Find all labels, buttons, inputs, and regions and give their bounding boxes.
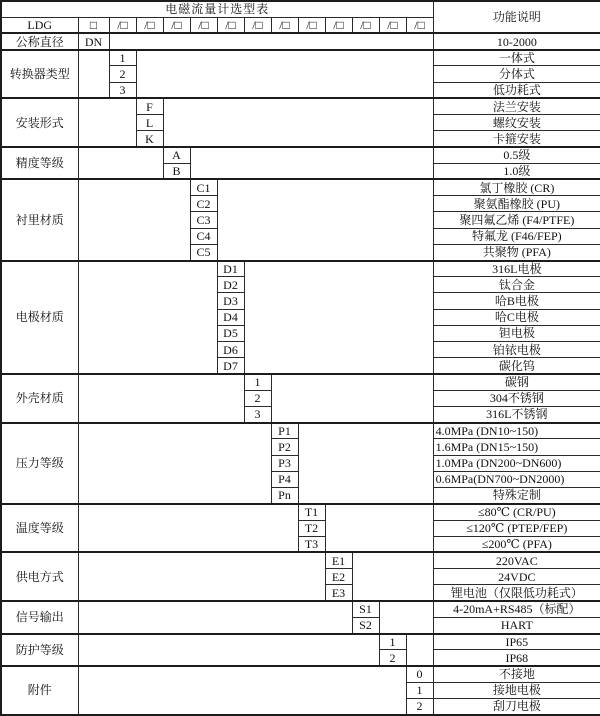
option-code: B <box>163 163 190 179</box>
option-description: 哈C电极 <box>433 309 600 325</box>
option-code: 1 <box>244 374 271 390</box>
code-slot: /□ <box>163 17 190 33</box>
option-description: 1.0级 <box>433 163 600 179</box>
option-description: HART <box>433 617 600 633</box>
empty-cell <box>78 552 325 601</box>
empty-cell <box>109 33 433 49</box>
option-description: 钽电极 <box>433 325 600 341</box>
option-description: 刮刀电极 <box>433 698 600 715</box>
empty-cell <box>78 634 379 666</box>
model-prefix: LDG <box>1 17 78 33</box>
option-code: P1 <box>271 423 298 439</box>
option-code: D6 <box>217 342 244 358</box>
code-slot: /□ <box>190 17 217 33</box>
option-code: E1 <box>325 552 352 568</box>
empty-cell <box>78 423 271 504</box>
option-code: C4 <box>190 228 217 244</box>
category-label: 转换器类型 <box>1 50 78 99</box>
option-description: 接地电极 <box>433 682 600 698</box>
option-description: 卡箍安装 <box>433 131 600 147</box>
option-description: 聚四氟乙烯 (F4/PTFE) <box>433 212 600 228</box>
code-slot: /□ <box>217 17 244 33</box>
option-description: 共聚物 (PFA) <box>433 244 600 260</box>
empty-cell <box>78 261 217 375</box>
option-code: 0 <box>406 666 433 682</box>
option-description: 特殊定制 <box>433 488 600 504</box>
category-label: 防护等级 <box>1 634 78 666</box>
category-label: 电极材质 <box>1 261 78 375</box>
category-label: 安装形式 <box>1 98 78 147</box>
empty-cell <box>190 147 433 179</box>
option-description: 钛合金 <box>433 277 600 293</box>
option-code: 1 <box>109 50 136 66</box>
option-description: 4-20mA+RS485（标配） <box>433 601 600 617</box>
option-code: D5 <box>217 325 244 341</box>
empty-cell <box>244 261 433 375</box>
empty-cell <box>78 504 298 553</box>
code-slot: /□ <box>406 17 433 33</box>
option-code: C5 <box>190 244 217 260</box>
empty-cell <box>325 504 433 553</box>
option-description: 1.6MPa (DN15~150) <box>433 439 600 455</box>
option-code: 2 <box>379 650 406 666</box>
option-code: S1 <box>352 601 379 617</box>
option-description: 碳钢 <box>433 374 600 390</box>
option-description: 哈B电极 <box>433 293 600 309</box>
option-code: T1 <box>298 504 325 520</box>
option-description: 铂铱电极 <box>433 342 600 358</box>
option-description: 特氟龙 (F46/FEP) <box>433 228 600 244</box>
option-code: C1 <box>190 179 217 195</box>
option-code: L <box>136 115 163 131</box>
option-code: F <box>136 98 163 114</box>
option-description: 锂电池（仅限低功耗式） <box>433 585 600 601</box>
option-code: D1 <box>217 261 244 277</box>
option-description: 24VDC <box>433 569 600 585</box>
option-code: D7 <box>217 358 244 374</box>
option-code: P4 <box>271 471 298 487</box>
option-code: 2 <box>109 66 136 82</box>
option-description: 4.0MPa (DN10~150) <box>433 423 600 439</box>
option-description: 聚氨酯橡胶 (PU) <box>433 196 600 212</box>
empty-cell <box>78 147 163 179</box>
option-code: D2 <box>217 277 244 293</box>
option-code: P2 <box>271 439 298 455</box>
code-slot: /□ <box>298 17 325 33</box>
empty-cell <box>406 634 433 666</box>
option-description: IP68 <box>433 650 600 666</box>
code-slot: /□ <box>109 17 136 33</box>
option-code: E3 <box>325 585 352 601</box>
option-description: 0.5级 <box>433 147 600 163</box>
option-description: ≤120℃ (PTEP/FEP) <box>433 520 600 536</box>
function-column-header: 功能说明 <box>433 1 600 33</box>
option-description: 低功耗式 <box>433 82 600 98</box>
code-slot: /□ <box>136 17 163 33</box>
option-code: 3 <box>244 406 271 422</box>
empty-cell <box>163 98 433 147</box>
option-code: C3 <box>190 212 217 228</box>
option-description: 法兰安装 <box>433 98 600 114</box>
option-code: E2 <box>325 569 352 585</box>
option-description: 螺纹安装 <box>433 115 600 131</box>
option-description: 一体式 <box>433 50 600 66</box>
empty-cell <box>78 179 190 260</box>
option-code: S2 <box>352 617 379 633</box>
option-description: 碳化钨 <box>433 358 600 374</box>
option-code: T2 <box>298 520 325 536</box>
code-box: □ <box>78 17 109 33</box>
option-description: 316L不锈钢 <box>433 406 600 422</box>
option-code: 1 <box>379 634 406 650</box>
option-code: 2 <box>244 390 271 406</box>
option-code: D4 <box>217 309 244 325</box>
code-slot: /□ <box>352 17 379 33</box>
empty-cell <box>298 423 433 504</box>
option-code: C2 <box>190 196 217 212</box>
category-label: 信号输出 <box>1 601 78 633</box>
empty-cell <box>78 50 109 99</box>
category-label: 供电方式 <box>1 552 78 601</box>
option-description: 分体式 <box>433 66 600 82</box>
option-description: ≤80℃ (CR/PU) <box>433 504 600 520</box>
option-description: IP65 <box>433 634 600 650</box>
empty-cell <box>78 374 244 423</box>
category-label: 温度等级 <box>1 504 78 553</box>
category-label: 公称直径 <box>1 33 78 49</box>
category-label: 外壳材质 <box>1 374 78 423</box>
option-description: 1.0MPa (DN200~DN600) <box>433 455 600 471</box>
option-code: T3 <box>298 536 325 552</box>
empty-cell <box>78 666 406 715</box>
option-description: 10-2000 <box>433 33 600 49</box>
code-slot: /□ <box>325 17 352 33</box>
code-slot: /□ <box>379 17 406 33</box>
code-slot: /□ <box>244 17 271 33</box>
table-title: 电磁流量计选型表 <box>1 1 433 17</box>
option-code: D3 <box>217 293 244 309</box>
empty-cell <box>78 601 352 633</box>
category-label: 精度等级 <box>1 147 78 179</box>
empty-cell <box>78 98 136 147</box>
option-code: A <box>163 147 190 163</box>
option-code: 3 <box>109 82 136 98</box>
option-code: K <box>136 131 163 147</box>
option-description: ≤200℃ (PFA) <box>433 536 600 552</box>
option-description: 304不锈钢 <box>433 390 600 406</box>
option-description: 氯丁橡胶 (CR) <box>433 179 600 195</box>
option-description: 220VAC <box>433 552 600 568</box>
option-description: 316L电极 <box>433 261 600 277</box>
empty-cell <box>217 179 433 260</box>
category-label: 附件 <box>1 666 78 715</box>
option-code: 2 <box>406 698 433 715</box>
empty-cell <box>352 552 433 601</box>
option-description: 0.6MPa(DN700~DN2000) <box>433 471 600 487</box>
empty-cell <box>379 601 433 633</box>
option-description: 不接地 <box>433 666 600 682</box>
empty-cell <box>271 374 433 423</box>
code-slot: /□ <box>271 17 298 33</box>
option-code: 1 <box>406 682 433 698</box>
option-code: Pn <box>271 488 298 504</box>
empty-cell <box>136 50 433 99</box>
option-code: P3 <box>271 455 298 471</box>
option-code: DN <box>78 33 109 49</box>
category-label: 衬里材质 <box>1 179 78 260</box>
category-label: 压力等级 <box>1 423 78 504</box>
